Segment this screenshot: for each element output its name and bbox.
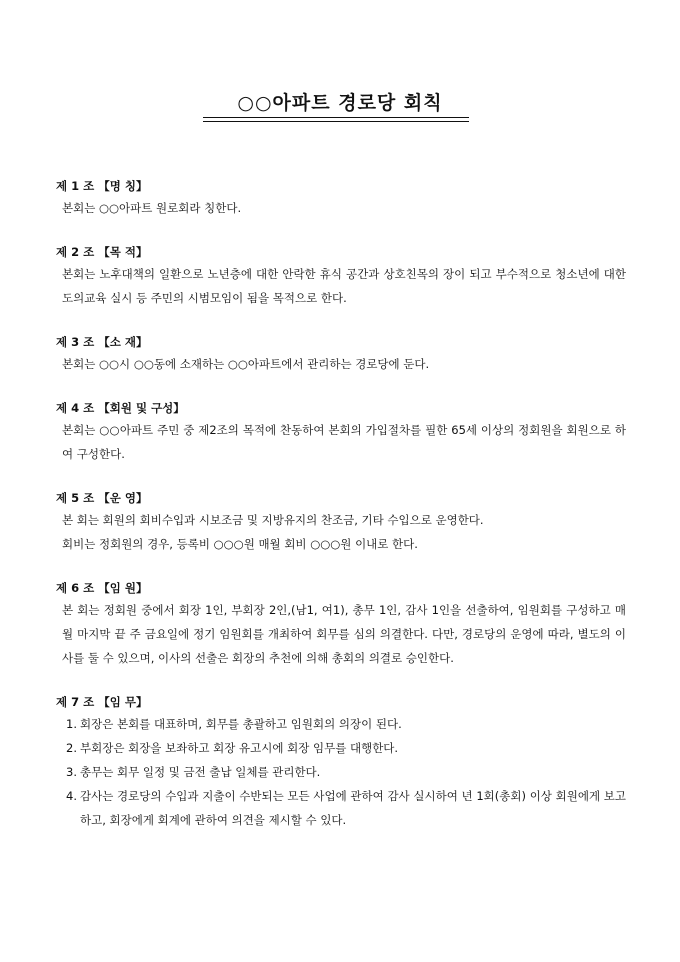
article-paragraph: 회비는 정회원의 경우, 등록비 ○○○원 매월 회비 ○○○원 이내로 한다. — [62, 537, 418, 551]
article-heading: 제 4 조 【회원 및 구성】 — [56, 401, 185, 415]
article-paragraph: 본회는 ○○시 ○○동에 소재하는 ○○아파트에서 관리하는 경로당에 둔다. — [62, 357, 430, 371]
title-underline-top — [203, 117, 469, 118]
title-underline-bottom — [203, 121, 469, 122]
list-item — [56, 712, 626, 736]
article-2 — [56, 242, 626, 310]
list-item-text: 부회장은 회장을 보좌하고 회장 유고시에 회장 임무를 대행한다. — [80, 741, 399, 755]
list-item-text: 총무는 회무 일정 및 금전 출납 일체를 관리한다. — [80, 765, 321, 779]
list-item-number: 2. — [66, 741, 77, 755]
article-4 — [56, 398, 626, 466]
list-item-number: 4. — [66, 789, 77, 803]
article-paragraph: 본 회는 회원의 회비수입과 시보조금 및 지방유지의 찬조금, 기타 수입으로 운영한다. — [62, 513, 484, 527]
article-6 — [56, 578, 626, 670]
article-heading: 제 5 조 【운 영】 — [56, 491, 148, 505]
article-5 — [56, 488, 626, 556]
title-area — [0, 88, 680, 115]
list-item-text: 회장은 본회를 대표하며, 회무를 총괄하고 임원회의 의장이 된다. — [80, 717, 402, 731]
article-paragraph: 본회는 ○○아파트 원로회라 칭한다. — [62, 201, 242, 215]
document-body — [56, 176, 626, 854]
list-item-number: 3. — [66, 765, 77, 779]
article-heading: 제 6 조 【임 원】 — [56, 581, 148, 595]
article-1 — [56, 176, 626, 220]
list-item-text: 감사는 경로당의 수입과 지출이 수반되는 모든 사업에 관하여 감사 실시하여 년 1회(총회) 이상 회원에게 보고하고, 회장에게 회계에 관하여 의견을 제시할 수 있다. — [80, 789, 626, 827]
list-item — [56, 784, 626, 832]
document-title: ○○아파트 경로당 회칙 — [237, 92, 443, 114]
article-heading: 제 7 조 【임 무】 — [56, 695, 148, 709]
list-item — [56, 760, 626, 784]
list-item-number: 1. — [66, 717, 77, 731]
article-3 — [56, 332, 626, 376]
article-heading: 제 3 조 【소 재】 — [56, 335, 148, 349]
article-heading: 제 1 조 【명 칭】 — [56, 179, 148, 193]
article-paragraph: 본회는 ○○아파트 주민 중 제2조의 목적에 찬동하여 본회의 가입절차를 필한 65세 이상의 정회원을 회원으로 하여 구성한다. — [62, 423, 626, 461]
list-item — [56, 736, 626, 760]
article-heading: 제 2 조 【목 적】 — [56, 245, 148, 259]
article-paragraph: 본회는 노후대책의 일환으로 노년층에 대한 안락한 휴식 공간과 상호친목의 장이 되고 부수적으로 청소년에 대한 도의교육 실시 등 주민의 시범모임이 됨을 목적으로 한다. — [62, 267, 626, 305]
article-7 — [56, 692, 626, 832]
article-paragraph: 본 회는 정회원 중에서 회장 1인, 부회장 2인,(남1, 여1), 총무 1인, 감사 1인을 선출하여, 임원회를 구성하고 매월 마지막 끝 주 금요일에 정기 임원회를 개최하여 회무를 심의 의결한다. 다만, 경로당의 운영에 따라, 별도의 이사를 둘 수 있으며, 이사의 선출은 회장의 추천에 의해 총회의 의결로 승인한다. — [62, 603, 626, 665]
